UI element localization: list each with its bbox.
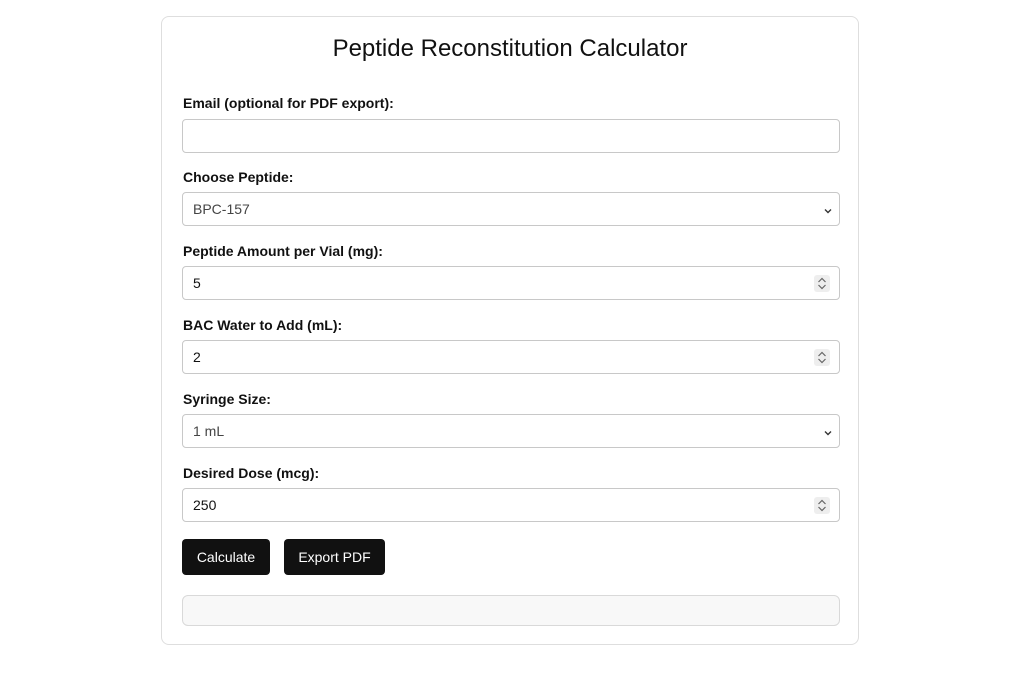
water-input-value: 2 [193,349,201,365]
page-title: Peptide Reconstitution Calculator [332,35,688,62]
peptide-select[interactable] [182,192,840,226]
peptide-select-value: BPC-157 [193,201,250,217]
dose-input-value: 250 [193,497,217,513]
export-pdf-button[interactable]: Export PDF [284,539,385,575]
spinner-arrows-icon[interactable] [814,275,830,292]
calculate-button[interactable]: Calculate [182,539,270,575]
calculator-card [161,16,859,645]
email-label: Email (optional for PDF export): [183,95,394,111]
dose-input[interactable] [182,488,840,522]
amount-label: Peptide Amount per Vial (mg): [183,243,383,259]
spinner-arrows-icon[interactable] [814,497,830,514]
amount-input[interactable] [182,266,840,300]
dose-label: Desired Dose (mcg): [183,465,320,481]
syringe-label: Syringe Size: [183,391,271,407]
spinner-arrows-icon[interactable] [814,349,830,366]
chevron-down-icon [823,425,833,435]
peptide-label: Choose Peptide: [183,169,294,185]
water-input[interactable] [182,340,840,374]
amount-input-value: 5 [193,275,201,291]
chevron-down-icon [823,203,833,213]
water-label: BAC Water to Add (mL): [183,317,343,333]
email-input[interactable] [182,119,840,153]
syringe-select-value: 1 mL [193,423,225,439]
syringe-select[interactable] [182,414,840,448]
result-box [182,595,840,626]
